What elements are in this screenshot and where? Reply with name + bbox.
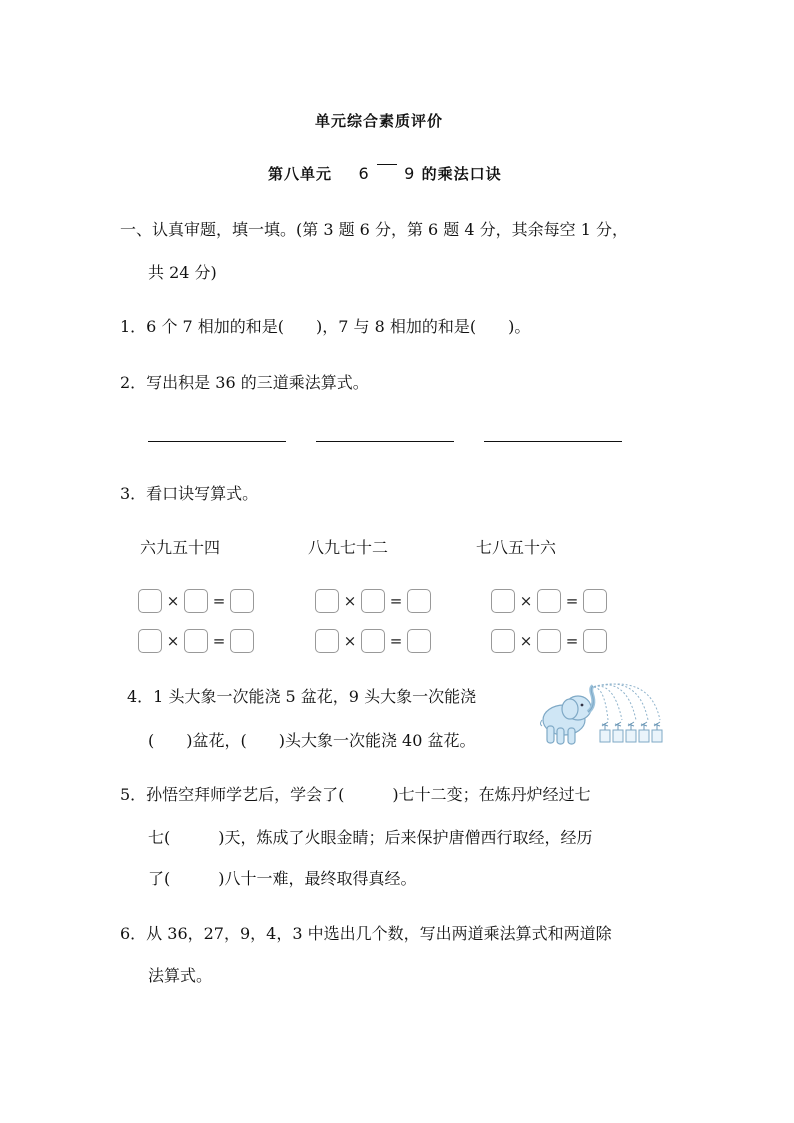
equation-row (138, 627, 254, 655)
product-box[interactable] (230, 589, 254, 613)
equation-row (138, 587, 254, 615)
question-1: 1．6 个 7 相加的和是( )，7 与 8 相加的和是( )。 (120, 317, 531, 336)
equation-row (491, 627, 607, 655)
subtitle-range-dash (377, 164, 397, 165)
equation-row (315, 587, 431, 615)
product-box[interactable] (583, 589, 607, 613)
equation-row (315, 627, 431, 655)
times-sign: × (166, 592, 180, 610)
subtitle-range-start: 6 (358, 164, 370, 183)
page-subtitle (268, 163, 502, 184)
equation-row (491, 587, 607, 615)
subtitle-range-end: 9 (404, 164, 416, 183)
factor-box[interactable] (138, 629, 162, 653)
product-box[interactable] (407, 589, 431, 613)
equals-sign: = (565, 592, 579, 610)
verse-3: 七八五十六 (476, 538, 557, 557)
answer-blank-2[interactable] (316, 441, 454, 442)
question-4-line2: ( )盆花，( )头大象一次能浇 40 盆花。 (148, 731, 476, 750)
product-box[interactable] (407, 629, 431, 653)
factor-box[interactable] (537, 589, 561, 613)
question-3: 3．看口诀写算式。 (120, 484, 259, 503)
answer-blank-3[interactable] (484, 441, 622, 442)
times-sign: × (343, 592, 357, 610)
question-5-line1: 5．孙悟空拜师学艺后，学会了( )七十二变；在炼丹炉经过七 (120, 785, 591, 804)
equals-sign: = (212, 632, 226, 650)
factor-box[interactable] (138, 589, 162, 613)
times-sign: × (343, 632, 357, 650)
question-4-line1: 4．1 头大象一次能浇 5 盆花，9 头大象一次能浇 (127, 687, 477, 706)
factor-box[interactable] (184, 629, 208, 653)
equals-sign: = (389, 632, 403, 650)
question-5-line2: 七( )天，炼成了火眼金睛；后来保护唐僧西行取经，经历 (148, 828, 593, 847)
question-6-line1: 6．从 36，27，9，4，3 中选出几个数，写出两道乘法算式和两道除 (120, 924, 612, 943)
verse-2: 八九七十二 (308, 538, 389, 557)
times-sign: × (519, 592, 533, 610)
elephant-watering-icon (538, 676, 670, 748)
section-heading-line1: 一、认真审题，填一填。(第 3 题 6 分，第 6 题 4 分，其余每空 1 分， (120, 220, 629, 239)
times-sign: × (519, 632, 533, 650)
factor-box[interactable] (315, 589, 339, 613)
factor-box[interactable] (361, 589, 385, 613)
factor-box[interactable] (315, 629, 339, 653)
factor-box[interactable] (361, 629, 385, 653)
question-2: 2．写出积是 36 的三道乘法算式。 (120, 373, 369, 392)
equals-sign: = (565, 632, 579, 650)
factor-box[interactable] (184, 589, 208, 613)
page-title: 单元综合素质评价 (315, 112, 444, 130)
verse-1: 六九五十四 (140, 538, 221, 557)
product-box[interactable] (583, 629, 607, 653)
product-box[interactable] (230, 629, 254, 653)
subtitle-unit: 第八单元 (268, 165, 333, 183)
answer-blank-1[interactable] (148, 441, 286, 442)
factor-box[interactable] (491, 629, 515, 653)
equals-sign: = (212, 592, 226, 610)
question-6-line2: 法算式。 (148, 966, 213, 985)
factor-box[interactable] (491, 589, 515, 613)
section-heading-line2: 共 24 分) (148, 263, 217, 282)
subtitle-topic: 的乘法口诀 (421, 165, 502, 183)
equals-sign: = (389, 592, 403, 610)
factor-box[interactable] (537, 629, 561, 653)
question-5-line3: 了( )八十一难，最终取得真经。 (148, 869, 417, 888)
times-sign: × (166, 632, 180, 650)
